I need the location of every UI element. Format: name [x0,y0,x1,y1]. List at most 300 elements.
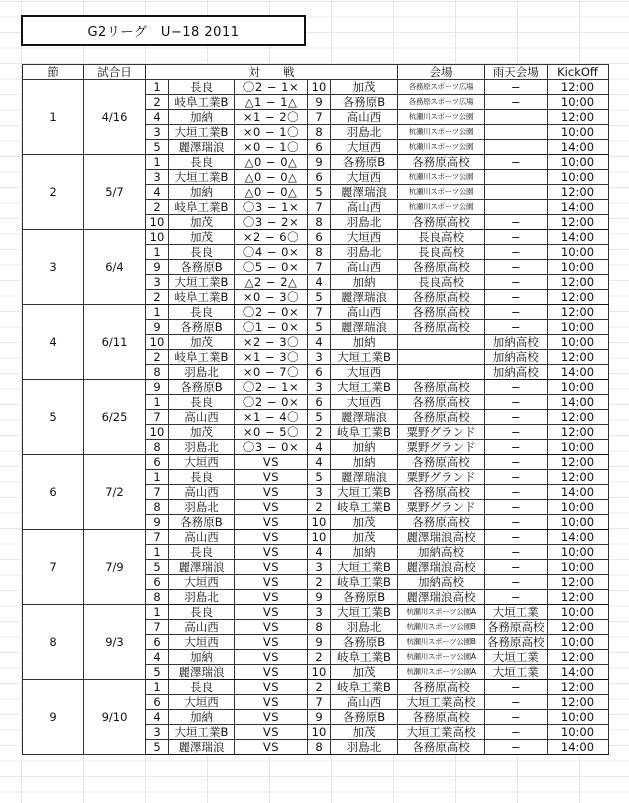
away-team: 加納 [331,275,398,290]
kickoff-time: 10:00 [547,710,608,725]
away-team-number: 9 [308,95,331,110]
venue: 粟野グランド [398,425,485,440]
away-team: 大垣工業B [331,485,398,500]
away-team-number: 7 [308,260,331,275]
venue: 加納高校 [398,545,485,560]
match-row [23,605,609,620]
match-score: 〇2 − 1× [235,80,308,95]
away-team-number: 2 [308,650,331,665]
away-team: 各務原B [331,95,398,110]
away-team: 羽島北 [331,245,398,260]
home-team: 羽島北 [169,590,235,605]
match-score: 〇4 − 0× [235,245,308,260]
away-team: 大垣西 [331,140,398,155]
match-score: VS [235,485,308,500]
rain-venue: 加納高校 [485,365,548,380]
away-team: 各務原B [331,635,398,650]
kickoff-time: 10:00 [547,560,608,575]
away-team-number: 5 [308,290,331,305]
rain-venue: − [485,245,548,260]
venue: 杭瀬川スポーツ公園 [398,200,485,215]
home-team: 各務原B [169,380,235,395]
rain-venue: − [485,470,548,485]
match-score: ×1 − 2〇 [235,110,308,125]
match-score: VS [235,560,308,575]
rain-venue: − [485,695,548,710]
kickoff-time: 12:00 [547,275,608,290]
home-team: 岐阜工業B [169,350,235,365]
home-team: 各務原B [169,515,235,530]
kickoff-time: 12:00 [547,80,608,95]
home-team-number: 4 [146,185,169,200]
venue: 各務原高校 [398,710,485,725]
venue: 粟野グランド [398,440,485,455]
kickoff-time: 10:00 [547,545,608,560]
venue: 麗澤瑞浪高校 [398,560,485,575]
rain-venue: 加納高校 [485,350,548,365]
home-team: 高山西 [169,530,235,545]
kickoff-time: 10:00 [547,380,608,395]
match-score: ×0 − 1〇 [235,140,308,155]
rain-venue: − [485,395,548,410]
match-row [23,305,609,320]
home-team-number: 1 [146,305,169,320]
away-team-number: 2 [308,425,331,440]
home-team: 加納 [169,110,235,125]
sheet-title: G2リーグ U−18 2011 [21,15,306,46]
venue: 杭瀬川スポーツ公園 [398,185,485,200]
kickoff-time: 14:00 [547,230,608,245]
away-team: 高山西 [331,200,398,215]
away-team-number: 3 [308,485,331,500]
kickoff-time: 12:00 [547,590,608,605]
home-team-number: 7 [146,410,169,425]
home-team: 長良 [169,395,235,410]
round-number: 6 [23,455,84,530]
away-team: 大垣西 [331,230,398,245]
away-team-number: 4 [308,455,331,470]
match-date: 7/2 [84,455,146,530]
home-team-number: 8 [146,440,169,455]
away-team: 大垣工業B [331,350,398,365]
home-team: 岐阜工業B [169,95,235,110]
venue: 各務原高校 [398,305,485,320]
round-number: 9 [23,680,84,755]
kickoff-time: 10:00 [547,125,608,140]
away-team: 大垣工業B [331,560,398,575]
venue: 各務原高校 [398,485,485,500]
match-score: ×0 − 1〇 [235,125,308,140]
home-team-number: 1 [146,545,169,560]
home-team-number: 5 [146,740,169,755]
round-number: 4 [23,305,84,380]
home-team: 長良 [169,155,235,170]
kickoff-time: 10:00 [547,260,608,275]
home-team-number: 6 [146,635,169,650]
away-team-number: 7 [308,200,331,215]
away-team: 高山西 [331,110,398,125]
rain-venue: − [485,230,548,245]
away-team-number: 8 [308,125,331,140]
home-team-number: 1 [146,680,169,695]
match-date: 7/9 [84,530,146,605]
home-team-number: 5 [146,665,169,680]
match-score: 〇5 − 0× [235,260,308,275]
away-team: 大垣工業B [331,380,398,395]
home-team: 大垣西 [169,635,235,650]
home-team: 長良 [169,605,235,620]
match-score: ×1 − 4〇 [235,410,308,425]
away-team: 高山西 [331,305,398,320]
venue: 杭瀬川スポーツ公園A [398,650,485,665]
venue [398,350,485,365]
venue: 麗澤瑞浪高校 [398,590,485,605]
kickoff-time: 10:00 [547,320,608,335]
home-team-number: 8 [146,590,169,605]
rain-venue [485,110,548,125]
away-team: 高山西 [331,695,398,710]
home-team: 長良 [169,305,235,320]
away-team: 加茂 [331,665,398,680]
away-team-number: 10 [308,80,331,95]
home-team-number: 3 [146,275,169,290]
home-team-number: 3 [146,725,169,740]
kickoff-time: 14:00 [547,395,608,410]
away-team: 加納 [331,455,398,470]
round-number: 1 [23,80,84,155]
rain-venue: − [485,545,548,560]
home-team: 長良 [169,470,235,485]
rain-venue [485,200,548,215]
match-score: 〇2 − 0× [235,395,308,410]
home-team-number: 3 [146,125,169,140]
away-team: 羽島北 [331,740,398,755]
match-score: VS [235,605,308,620]
away-team-number: 10 [308,515,331,530]
rain-venue: − [485,590,548,605]
away-team-number: 6 [308,395,331,410]
home-team-number: 2 [146,350,169,365]
kickoff-time: 12:00 [547,410,608,425]
away-team-number: 3 [308,380,331,395]
away-team: 麗澤瑞浪 [331,470,398,485]
round-number: 3 [23,230,84,305]
venue: 大垣工業高校 [398,725,485,740]
match-date: 6/4 [84,230,146,305]
kickoff-time: 10:00 [547,170,608,185]
venue: 大垣工業高校 [398,695,485,710]
round-number: 5 [23,380,84,455]
rain-venue: − [485,575,548,590]
away-team: 各務原B [331,710,398,725]
away-team-number: 8 [308,620,331,635]
match-score: △0 − 0△ [235,155,308,170]
rain-venue: 大垣工業 [485,650,548,665]
away-team: 羽島北 [331,215,398,230]
kickoff-time: 10:00 [547,605,608,620]
home-team-number: 1 [146,80,169,95]
venue: 各務原高校 [398,155,485,170]
home-team: 加茂 [169,230,235,245]
home-team-number: 5 [146,560,169,575]
match-score: VS [235,530,308,545]
home-team: 加茂 [169,425,235,440]
venue [398,365,485,380]
rain-venue: 各務原高校 [485,620,548,635]
rain-venue: − [485,485,548,500]
venue: 各務原高校 [398,215,485,230]
match-score: 〇3 − 0× [235,440,308,455]
away-team-number: 10 [308,725,331,740]
venue: 杭瀬川スポーツ公園 [398,170,485,185]
venue: 各務原高校 [398,410,485,425]
rain-venue: − [485,215,548,230]
rain-venue: − [485,320,548,335]
home-team: 羽島北 [169,365,235,380]
venue: 粟野グランド [398,470,485,485]
away-team-number: 8 [308,740,331,755]
match-score: 〇2 − 1× [235,380,308,395]
away-team: 大垣西 [331,395,398,410]
home-team: 各務原B [169,320,235,335]
home-team: 加茂 [169,215,235,230]
away-team: 岐阜工業B [331,425,398,440]
away-team: 加茂 [331,515,398,530]
home-team-number: 8 [146,500,169,515]
away-team-number: 3 [308,560,331,575]
rain-venue: − [485,530,548,545]
match-score: VS [235,725,308,740]
home-team-number: 6 [146,575,169,590]
match-score: VS [235,680,308,695]
rain-venue: 大垣工業 [485,665,548,680]
away-team: 羽島北 [331,125,398,140]
home-team: 長良 [169,245,235,260]
match-score: VS [235,470,308,485]
away-team-number: 7 [308,110,331,125]
kickoff-time: 12:00 [547,110,608,125]
venue: 杭瀬川スポーツ公園A [398,665,485,680]
header-row [23,65,609,80]
venue: 各務原高校 [398,395,485,410]
away-team-number: 5 [308,320,331,335]
home-team: 岐阜工業B [169,200,235,215]
venue: 麗澤瑞浪高校 [398,530,485,545]
match-score: △2 − 2△ [235,275,308,290]
match-score: △1 − 1△ [235,95,308,110]
home-team-number: 2 [146,290,169,305]
home-team: 長良 [169,545,235,560]
rain-venue: − [485,275,548,290]
match-score: ×2 − 3〇 [235,335,308,350]
match-score: VS [235,620,308,635]
venue: 各務原高校 [398,380,485,395]
home-team: 長良 [169,80,235,95]
rain-venue: − [485,500,548,515]
kickoff-time: 12:00 [547,650,608,665]
match-score: ×0 − 3〇 [235,290,308,305]
venue: 各務原高校 [398,320,485,335]
match-score: 〇2 − 0× [235,305,308,320]
away-team-number: 5 [308,410,331,425]
home-team-number: 7 [146,530,169,545]
away-team: 各務原B [331,590,398,605]
rain-venue: − [485,440,548,455]
home-team: 羽島北 [169,500,235,515]
kickoff-time: 12:00 [547,620,608,635]
kickoff-time: 12:00 [547,305,608,320]
rain-venue: − [485,155,548,170]
venue: 各務原高校 [398,260,485,275]
rain-venue [485,170,548,185]
match-score: VS [235,545,308,560]
match-date: 4/16 [84,80,146,155]
rain-venue: 各務原高校 [485,635,548,650]
match-row [23,80,609,95]
venue: 加納高校 [398,575,485,590]
away-team-number: 9 [308,635,331,650]
home-team: 大垣工業B [169,725,235,740]
home-team-number: 7 [146,485,169,500]
away-team: 麗澤瑞浪 [331,290,398,305]
header-venue: 会場 [398,65,485,80]
away-team: 加茂 [331,530,398,545]
match-score: VS [235,590,308,605]
home-team: 加茂 [169,335,235,350]
away-team: 加茂 [331,80,398,95]
match-score: 〇1 − 0× [235,320,308,335]
home-team-number: 4 [146,650,169,665]
kickoff-time: 14:00 [547,485,608,500]
header-setsu: 節 [23,65,84,80]
match-score: VS [235,665,308,680]
home-team: 高山西 [169,410,235,425]
round-number: 8 [23,605,84,680]
home-team: 大垣西 [169,695,235,710]
rain-venue: − [485,710,548,725]
away-team-number: 2 [308,500,331,515]
kickoff-time: 10:00 [547,635,608,650]
home-team-number: 9 [146,320,169,335]
round-number: 2 [23,155,84,230]
match-score: △0 − 0△ [235,185,308,200]
away-team-number: 9 [308,710,331,725]
home-team-number: 4 [146,110,169,125]
match-score: VS [235,635,308,650]
kickoff-time: 10:00 [547,155,608,170]
rain-venue: − [485,80,548,95]
home-team-number: 5 [146,140,169,155]
rain-venue: 加納高校 [485,335,548,350]
kickoff-time: 14:00 [547,740,608,755]
away-team: 大垣西 [331,365,398,380]
kickoff-time: 10:00 [547,515,608,530]
kickoff-time: 14:00 [547,530,608,545]
away-team-number: 9 [308,590,331,605]
home-team: 大垣西 [169,455,235,470]
header-rain-venue: 雨天会場 [485,65,548,80]
home-team: 麗澤瑞浪 [169,560,235,575]
away-team-number: 8 [308,215,331,230]
away-team-number: 2 [308,680,331,695]
away-team-number: 10 [308,530,331,545]
match-score: VS [235,455,308,470]
round-number: 7 [23,530,84,605]
kickoff-time: 12:00 [547,425,608,440]
home-team: 大垣工業B [169,170,235,185]
away-team: 麗澤瑞浪 [331,320,398,335]
home-team-number: 10 [146,230,169,245]
venue: 杭瀬川スポーツ公園B [398,620,485,635]
venue: 杭瀬川スポーツ公園B [398,635,485,650]
kickoff-time: 10:00 [547,500,608,515]
away-team-number: 4 [308,275,331,290]
home-team-number: 2 [146,200,169,215]
rain-venue: − [485,410,548,425]
kickoff-time: 14:00 [547,140,608,155]
home-team: 長良 [169,680,235,695]
away-team-number: 6 [308,230,331,245]
away-team: 岐阜工業B [331,650,398,665]
away-team-number: 5 [308,470,331,485]
match-date: 5/7 [84,155,146,230]
away-team: 高山西 [331,260,398,275]
venue: 各務原高校 [398,290,485,305]
venue: 杭瀬川スポーツ公園A [398,605,485,620]
away-team: 羽島北 [331,620,398,635]
header-match: 対 戦 [146,65,398,80]
home-team-number: 10 [146,215,169,230]
away-team-number: 3 [308,605,331,620]
home-team: 加納 [169,710,235,725]
home-team-number: 2 [146,95,169,110]
away-team-number: 5 [308,185,331,200]
venue: 各務原スポーツ広場 [398,95,485,110]
match-score: VS [235,740,308,755]
away-team: 岐阜工業B [331,575,398,590]
rain-venue [485,125,548,140]
match-score: VS [235,575,308,590]
rain-venue: − [485,380,548,395]
kickoff-time: 12:00 [547,185,608,200]
match-date: 6/25 [84,380,146,455]
away-team-number: 6 [308,170,331,185]
schedule-body [23,80,609,755]
match-date: 6/11 [84,305,146,380]
match-row [23,680,609,695]
match-row [23,380,609,395]
home-team: 大垣工業B [169,275,235,290]
venue: 杭瀬川スポーツ公園 [398,140,485,155]
away-team: 加茂 [331,725,398,740]
match-date: 9/10 [84,680,146,755]
rain-venue: − [485,305,548,320]
rain-venue [485,185,548,200]
rain-venue: − [485,95,548,110]
away-team: 岐阜工業B [331,680,398,695]
away-team: 大垣西 [331,170,398,185]
away-team-number: 4 [308,335,331,350]
away-team: 加納 [331,335,398,350]
match-row [23,530,609,545]
home-team: 麗澤瑞浪 [169,740,235,755]
kickoff-time: 12:00 [547,695,608,710]
home-team: 加納 [169,650,235,665]
home-team-number: 1 [146,245,169,260]
rain-venue: − [485,680,548,695]
away-team-number: 2 [308,575,331,590]
rain-venue: − [485,740,548,755]
